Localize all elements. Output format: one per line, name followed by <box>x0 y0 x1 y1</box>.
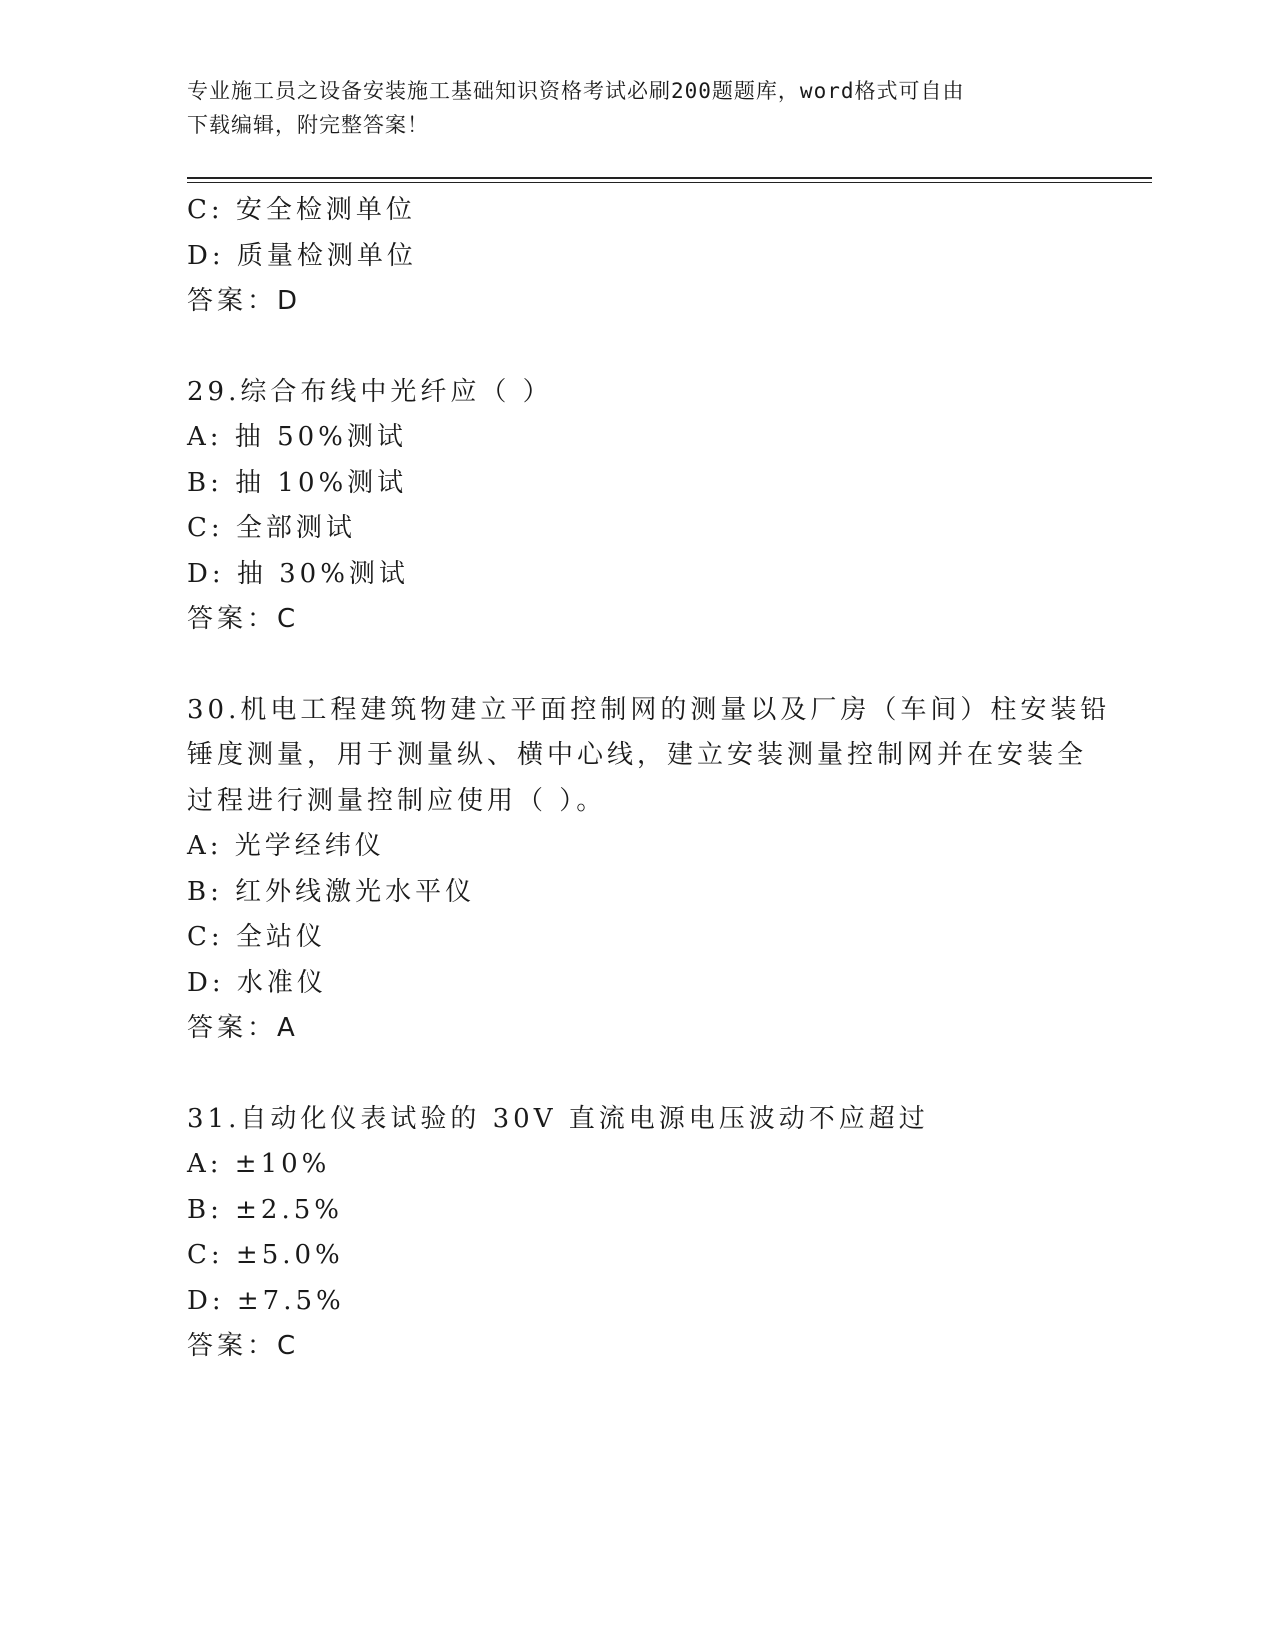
answer: 答案：C <box>187 604 300 634</box>
question-text-line-1: 30.机电工程建筑物建立平面控制网的测量以及厂房（车间）柱安装铅 <box>187 694 1111 725</box>
document-header <box>187 74 1087 142</box>
question-text: 29.综合布线中光纤应（ ） <box>187 376 553 407</box>
spacer <box>187 325 1087 370</box>
question-29 <box>187 370 1087 643</box>
header-rule-thin <box>187 182 1152 183</box>
question-text: 31.自动化仪表试验的 30V 直流电源电压波动不应超过 <box>187 1103 929 1134</box>
answer: 答案：A <box>187 1013 299 1043</box>
option-d: D: ±7.5% <box>187 1285 345 1316</box>
question-31 <box>187 1097 1087 1370</box>
option-c: C: 全站仪 <box>187 922 326 952</box>
question-text-line-3: 过程进行测量控制应使用（ ）。 <box>187 785 607 816</box>
option-a: A: 光学经纬仪 <box>187 831 385 861</box>
option-c: C: 全部测试 <box>187 513 356 543</box>
option-b: B: 抽 10%测试 <box>187 467 408 498</box>
question-list <box>187 188 1111 1370</box>
answer: 答案：C <box>187 1331 300 1361</box>
option-c: C: ±5.0% <box>187 1240 344 1270</box>
question-text-line-2: 锤度测量，用于测量纵、横中心线，建立安装测量控制网并在安装全 <box>187 740 1088 770</box>
header-line-2: 下载编辑，附完整答案！ <box>187 113 429 137</box>
option-a: A: 抽 50%测试 <box>187 422 407 452</box>
option-c: C: 安全检测单位 <box>187 195 416 225</box>
question-28-tail <box>187 188 1087 325</box>
answer: 答案：D <box>187 286 302 316</box>
option-a: A: ±10% <box>187 1149 331 1179</box>
spacer <box>187 1052 1087 1097</box>
question-30 <box>187 688 1111 1052</box>
header-line-1: 专业施工员之设备安装施工基础知识资格考试必刷200题题库，word格式可自由 <box>187 79 965 103</box>
spacer <box>187 643 1087 688</box>
option-b: B: 红外线激光水平仪 <box>187 876 476 907</box>
option-d: D: 抽 30%测试 <box>187 558 409 589</box>
option-d: D: 质量检测单位 <box>187 240 417 271</box>
option-d: D: 水准仪 <box>187 967 327 998</box>
option-b: B: ±2.5% <box>187 1194 343 1225</box>
header-rule-thick <box>187 177 1152 179</box>
